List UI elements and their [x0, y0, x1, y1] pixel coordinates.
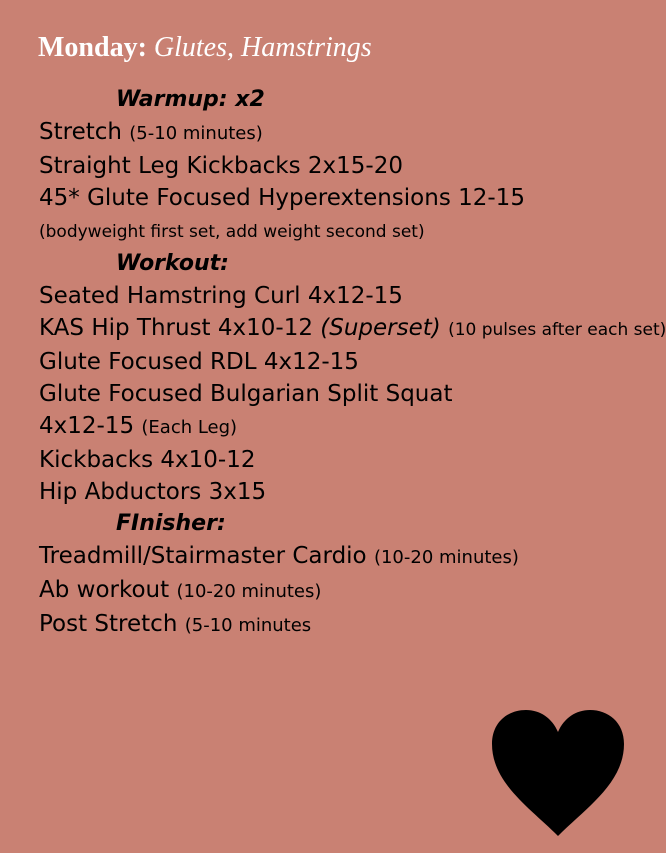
list-item	[39, 312, 666, 346]
title-day: Monday:	[38, 32, 147, 63]
list-item	[39, 574, 629, 608]
item-note: (10-20 minutes)	[176, 581, 322, 602]
section-heading-workout: Workout:	[116, 251, 229, 276]
title-focus: Glutes, Hamstrings	[153, 32, 372, 63]
heart-icon	[490, 708, 626, 838]
page-title	[38, 32, 372, 64]
item-note: (bodyweight first set, add weight second set)	[39, 222, 425, 242]
list-item	[39, 280, 629, 312]
item-main: 4x12-15	[39, 413, 135, 439]
list-item	[39, 540, 629, 574]
item-main: Treadmill/Stairmaster Cardio	[39, 543, 367, 569]
section-heading-finisher: FInisher:	[116, 511, 226, 536]
item-note: (10 pulses after each set)	[448, 320, 666, 340]
item-main: Straight Leg Kickbacks 2x15-20	[39, 153, 404, 179]
list-item	[39, 378, 629, 410]
item-main: Glute Focused Bulgarian Split Squat	[39, 381, 453, 407]
item-note: (5-10 minutes)	[129, 123, 263, 144]
item-main: 45* Glute Focused Hyperextensions 12-15	[39, 185, 525, 211]
item-main: Glute Focused RDL 4x12-15	[39, 349, 359, 375]
list-item	[39, 346, 629, 378]
section-heading-warmup: Warmup: x2	[116, 87, 265, 112]
list-item	[39, 116, 629, 150]
heart-shape	[492, 710, 624, 836]
item-main: KAS Hip Thrust 4x10-12	[39, 315, 313, 341]
list-item	[39, 410, 629, 444]
item-main: Stretch	[39, 119, 122, 145]
list-item	[39, 214, 629, 248]
item-main: Post Stretch	[39, 611, 178, 637]
item-emphasis: (Superset)	[320, 315, 441, 341]
workout-list	[39, 84, 666, 642]
item-main: Hip Abductors 3x15	[39, 479, 267, 505]
list-item	[39, 608, 629, 642]
list-item	[39, 444, 629, 476]
item-main: Kickbacks 4x10-12	[39, 447, 256, 473]
item-note: (Each Leg)	[141, 417, 238, 438]
list-item	[39, 476, 629, 508]
item-note: (5-10 minutes	[184, 615, 312, 636]
list-item	[39, 150, 629, 182]
item-note: (10-20 minutes)	[373, 547, 519, 568]
item-main: Ab workout	[39, 577, 170, 603]
list-item	[39, 182, 629, 214]
item-main: Seated Hamstring Curl 4x12-15	[39, 283, 403, 309]
